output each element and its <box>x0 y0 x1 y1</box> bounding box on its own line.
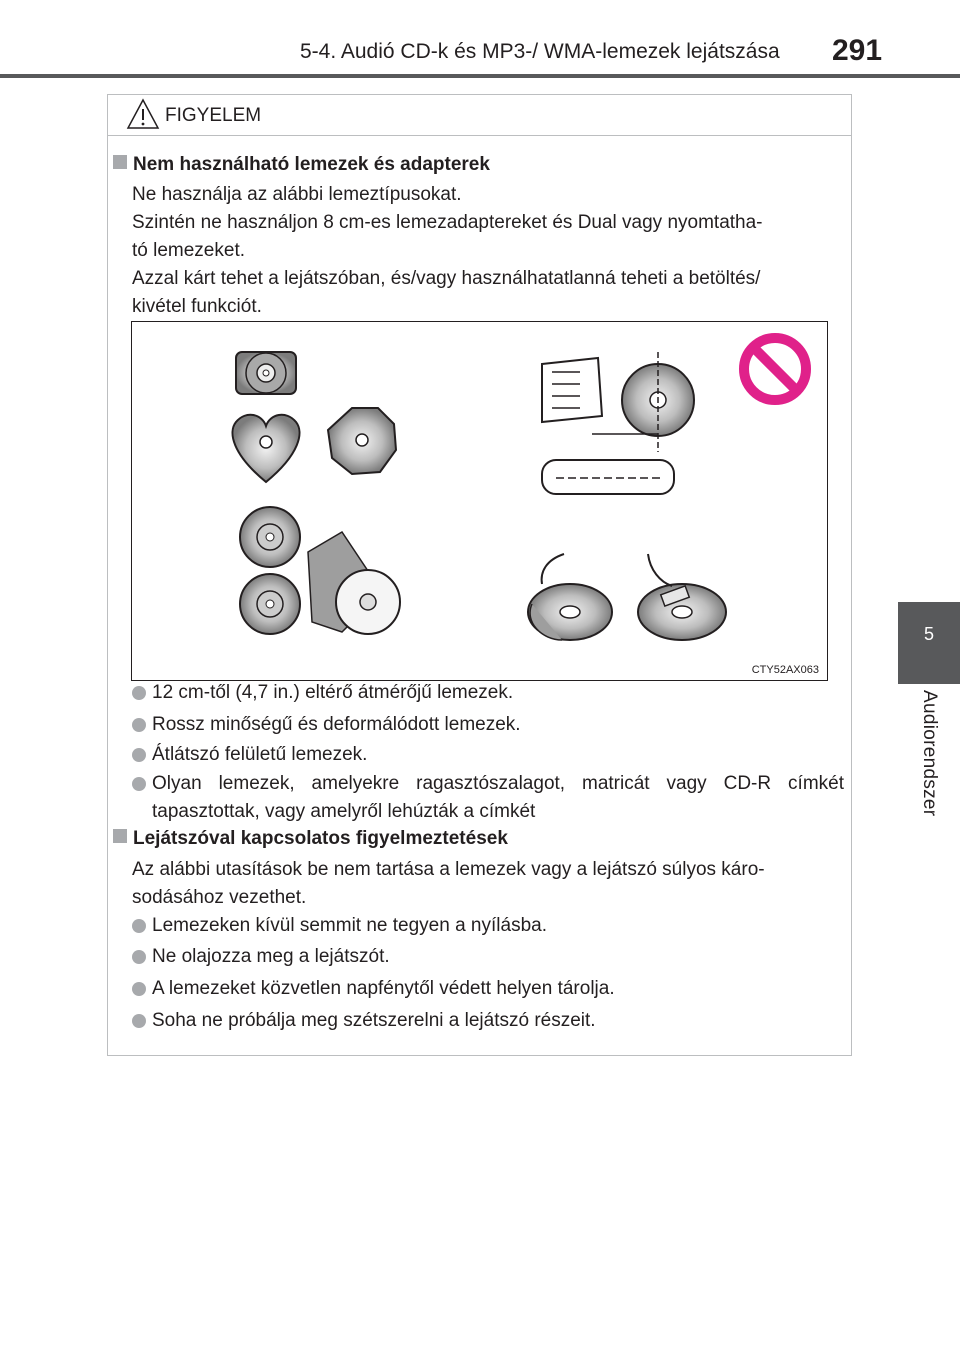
list-item-text: Ne olajozza meg a lejátszót. <box>152 946 390 967</box>
paragraph-line: Az alábbi utasítások be nem tartása a lemezek vagy a lejátszó súlyos káro- <box>132 859 765 880</box>
paragraph-line: tó lemezeket. <box>132 240 245 261</box>
warning-title: FIGYELEM <box>165 105 262 126</box>
heart-disc-icon <box>232 415 299 482</box>
section-paragraph <box>132 856 842 912</box>
paragraph-line: Szintén ne használjon 8 cm-es lemezadaptereket és Dual vagy nyomtatha- <box>132 212 763 233</box>
list-item-text: 12 cm-től (4,7 in.) eltérő átmérőjű lemezek. <box>152 682 514 703</box>
list-item-text: Olyan lemezek, amelyekre ragasztószalagot, matricát vagy CD-R címkét tapasztottak, vagy amelyről lehúzták a címkét <box>152 773 844 822</box>
octagon-disc-icon <box>328 408 396 474</box>
chapter-title: 5-4. Audió CD-k és MP3-/ WMA-lemezek lejátszása <box>300 40 780 63</box>
taped-disc-icon <box>638 554 726 640</box>
page-number: 291 <box>832 34 883 67</box>
bullet-dot-icon <box>132 777 146 791</box>
bullet-dot-icon <box>132 950 146 964</box>
adapter-discs-icon <box>240 507 400 634</box>
disc-illustration <box>131 321 828 681</box>
list-item-text: Rossz minőségű és deformálódott lemezek. <box>152 714 521 735</box>
list-item-text: A lemezeket közvetlen napfénytől védett helyen tárolja. <box>152 978 615 999</box>
warning-header <box>108 95 851 136</box>
paragraph-line: Ne használja az alábbi lemeztípusokat. <box>132 184 462 205</box>
section-title <box>113 828 508 850</box>
list-item <box>132 943 844 971</box>
section-title <box>113 154 490 176</box>
list-item <box>132 975 844 1003</box>
section-paragraph <box>132 181 842 321</box>
list-item <box>132 741 844 769</box>
section-title-text: Nem használható lemezek és adapterek <box>133 154 490 175</box>
list-item-text: Átlátszó felületű lemezek. <box>152 744 368 765</box>
list-item <box>132 912 844 940</box>
section-square-icon <box>113 155 127 169</box>
warped-disc-icon <box>542 352 694 494</box>
bullet-dot-icon <box>132 718 146 732</box>
paragraph-line: Azzal kárt tehet a lejátszóban, és/vagy használhatatlanná teheti a betöltés/ <box>132 268 761 289</box>
prohibition-icon <box>744 338 806 400</box>
figure-code: CTY52AX063 <box>751 664 819 676</box>
unusable-discs-drawing <box>132 322 827 680</box>
list-item <box>132 1007 844 1035</box>
list-item-text: Lemezeken kívül semmit ne tegyen a nyílásba. <box>152 915 547 936</box>
section-square-icon <box>113 829 127 843</box>
label-peeled-disc-icon <box>528 554 612 640</box>
chapter-tab-number: 5 <box>923 624 934 644</box>
bullet-dot-icon <box>132 919 146 933</box>
paragraph-line: sodásához vezethet. <box>132 887 307 908</box>
list-item-text: Soha ne próbálja meg szétszerelni a lejátszó részeit. <box>152 1010 596 1031</box>
paragraph-line: kivétel funkciót. <box>132 296 262 317</box>
bullet-dot-icon <box>132 748 146 762</box>
bullet-dot-icon <box>132 686 146 700</box>
list-item <box>132 711 844 739</box>
list-item <box>132 679 844 707</box>
section-title-text: Lejátszóval kapcsolatos figyelmeztetések <box>133 828 508 849</box>
bullet-dot-icon <box>132 1014 146 1028</box>
square-disc-icon <box>236 352 296 394</box>
chapter-tab-label: Audiorendszer <box>919 690 940 817</box>
header-rule <box>0 74 960 78</box>
warning-triangle-icon <box>126 97 160 131</box>
chapter-tab[interactable] <box>898 602 960 684</box>
page-header <box>0 0 960 80</box>
bullet-dot-icon <box>132 982 146 996</box>
list-item <box>132 770 844 826</box>
